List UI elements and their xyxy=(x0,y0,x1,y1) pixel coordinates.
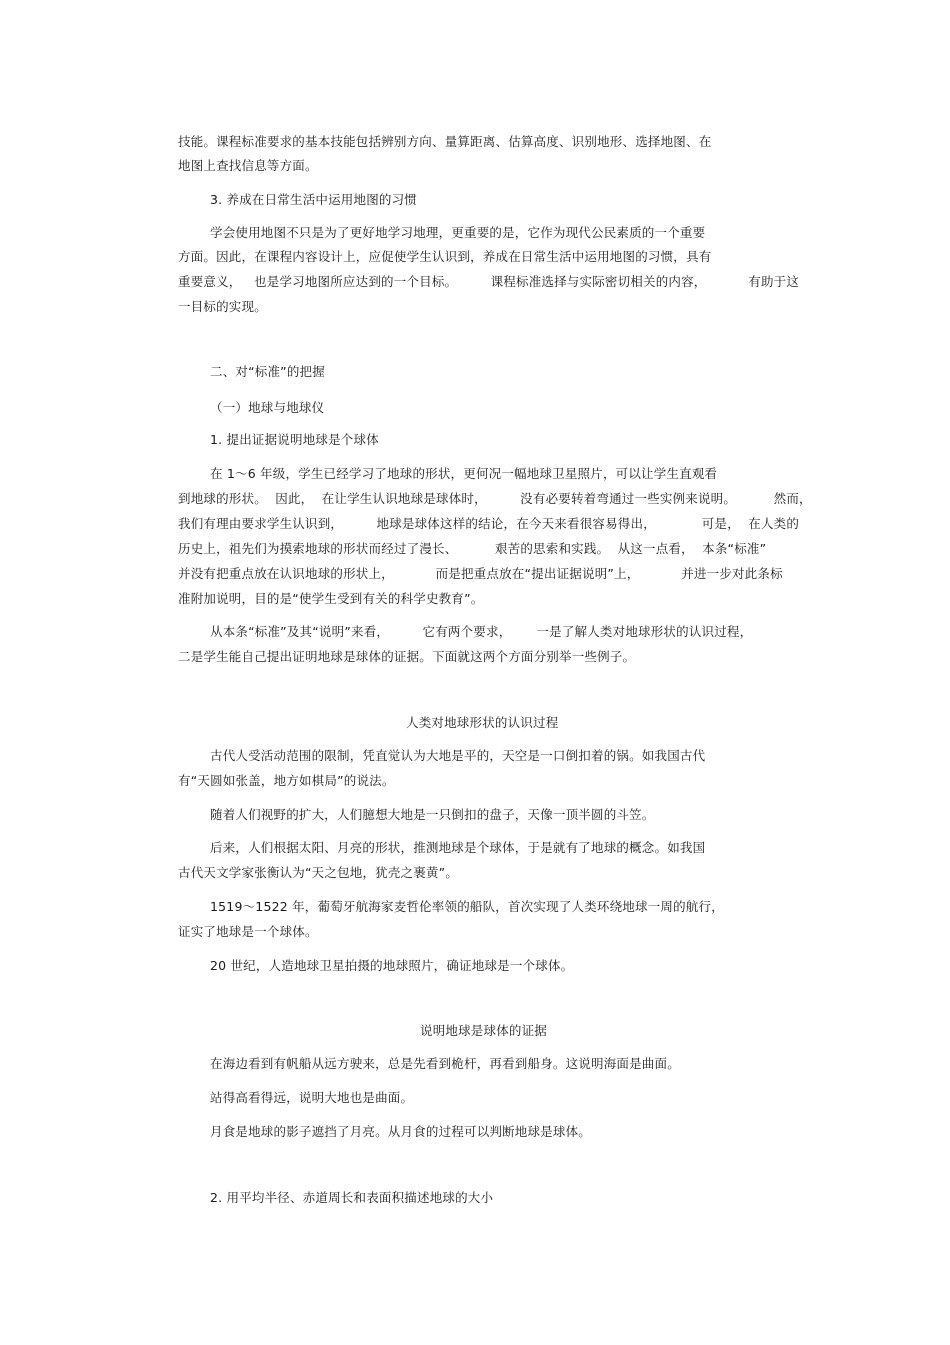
text-line: 方面。因此，在课程内容设计上，应促使学生认识到，养成在日常生活中运用地图的习惯，具有 xyxy=(178,249,712,264)
text-line: 我们有理由要求学生认识到， 地球是球体这样的结论，在今天来看很容易得出， 可是， 在人类的 xyxy=(178,516,800,531)
text-line: 20 世纪，人造地球卫星拍摄的地球照片，确证地球是一个球体。 xyxy=(210,958,574,973)
text-line: 随着人们视野的扩大，人们臆想大地是一只倒扣的盘子，天像一顶半圆的斗笠。 xyxy=(210,807,655,822)
text-line: 古代天文学家张衡认为“天之包地，犹壳之裹黄”。 xyxy=(178,865,459,880)
centered-heading: 说明地球是球体的证据 xyxy=(420,1023,548,1038)
section-heading: 3. 养成在日常生活中运用地图的习惯 xyxy=(210,192,418,207)
section-heading: （一）地球与地球仪 xyxy=(210,400,325,415)
text-line: 在 1～6 年级，学生已经学习了地球的形状，更何况一幅地球卫星照片，可以让学生直观看 xyxy=(210,466,718,481)
text-line: 在海边看到有帆船从远方驶来，总是先看到桅杆，再看到船身。这说明海面是曲面。 xyxy=(210,1056,680,1071)
section-heading: 二、对“标准”的把握 xyxy=(210,364,325,379)
text-line: 有“天圆如张盖，地方如棋局”的说法。 xyxy=(178,773,395,788)
section-heading: 2. 用平均半径、赤道周长和表面积描述地球的大小 xyxy=(210,1190,494,1205)
text-line: 月食是地球的影子遮挡了月亮。从月食的过程可以判断地球是球体。 xyxy=(210,1124,592,1139)
text-line: 后来，人们根据太阳、月亮的形状，推测地球是个球体，于是就有了地球的概念。如我国 xyxy=(210,840,706,855)
text-line: 一目标的实现。 xyxy=(178,299,267,314)
text-line: 历史上，祖先们为摸索地球的形状而经过了漫长、 艰苦的思索和实践。 从这一点看， 本条“标准” xyxy=(178,541,767,556)
text-line: 技能。课程标准要求的基本技能包括辨别方向、量算距离、估算高度、识别地形、选择地图、在 xyxy=(178,134,712,149)
text-line: 重要意义， 也是学习地图所应达到的一个目标。 课程标准选择与实际密切相关的内容， 有助于这 xyxy=(178,274,800,289)
text-line: 站得高看得远，说明大地也是曲面。 xyxy=(210,1090,414,1105)
text-line: 并没有把重点放在认识地球的形状上， 而是把重点放在“提出证据说明”上， 并进一步对此条标 xyxy=(178,566,783,581)
text-line: 地图上查找信息等方面。 xyxy=(178,158,318,173)
text-line: 到地球的形状。 因此， 在让学生认识地球是球体时， 没有必要转着弯通过一些实例来说明。 然而， xyxy=(178,491,812,506)
section-heading: 1. 提出证据说明地球是个球体 xyxy=(210,432,379,447)
text-line: 古代人受活动范围的限制，凭直觉认为大地是平的，天空是一口倒扣着的锅。如我国古代 xyxy=(210,748,706,763)
text-line: 1519～1522 年，葡萄牙航海家麦哲伦率领的船队，首次实现了人类环绕地球一周的航行， xyxy=(210,899,724,914)
text-line: 二是学生能自己提出证明地球是球体的证据。下面就这两个方面分别举一些例子。 xyxy=(178,649,636,664)
text-line: 从本条“标准”及其“说明”来看， 它有两个要求， 一是了解人类对地球形状的认识过程， xyxy=(210,624,753,639)
text-line: 学会使用地图不只是为了更好地学习地理，更重要的是，它作为现代公民素质的一个重要 xyxy=(210,225,706,240)
text-line: 证实了地球是一个球体。 xyxy=(178,924,318,939)
text-line: 准附加说明，目的是“使学生受到有关的科学史教育”。 xyxy=(178,591,484,606)
centered-heading: 人类对地球形状的认识过程 xyxy=(406,715,559,730)
